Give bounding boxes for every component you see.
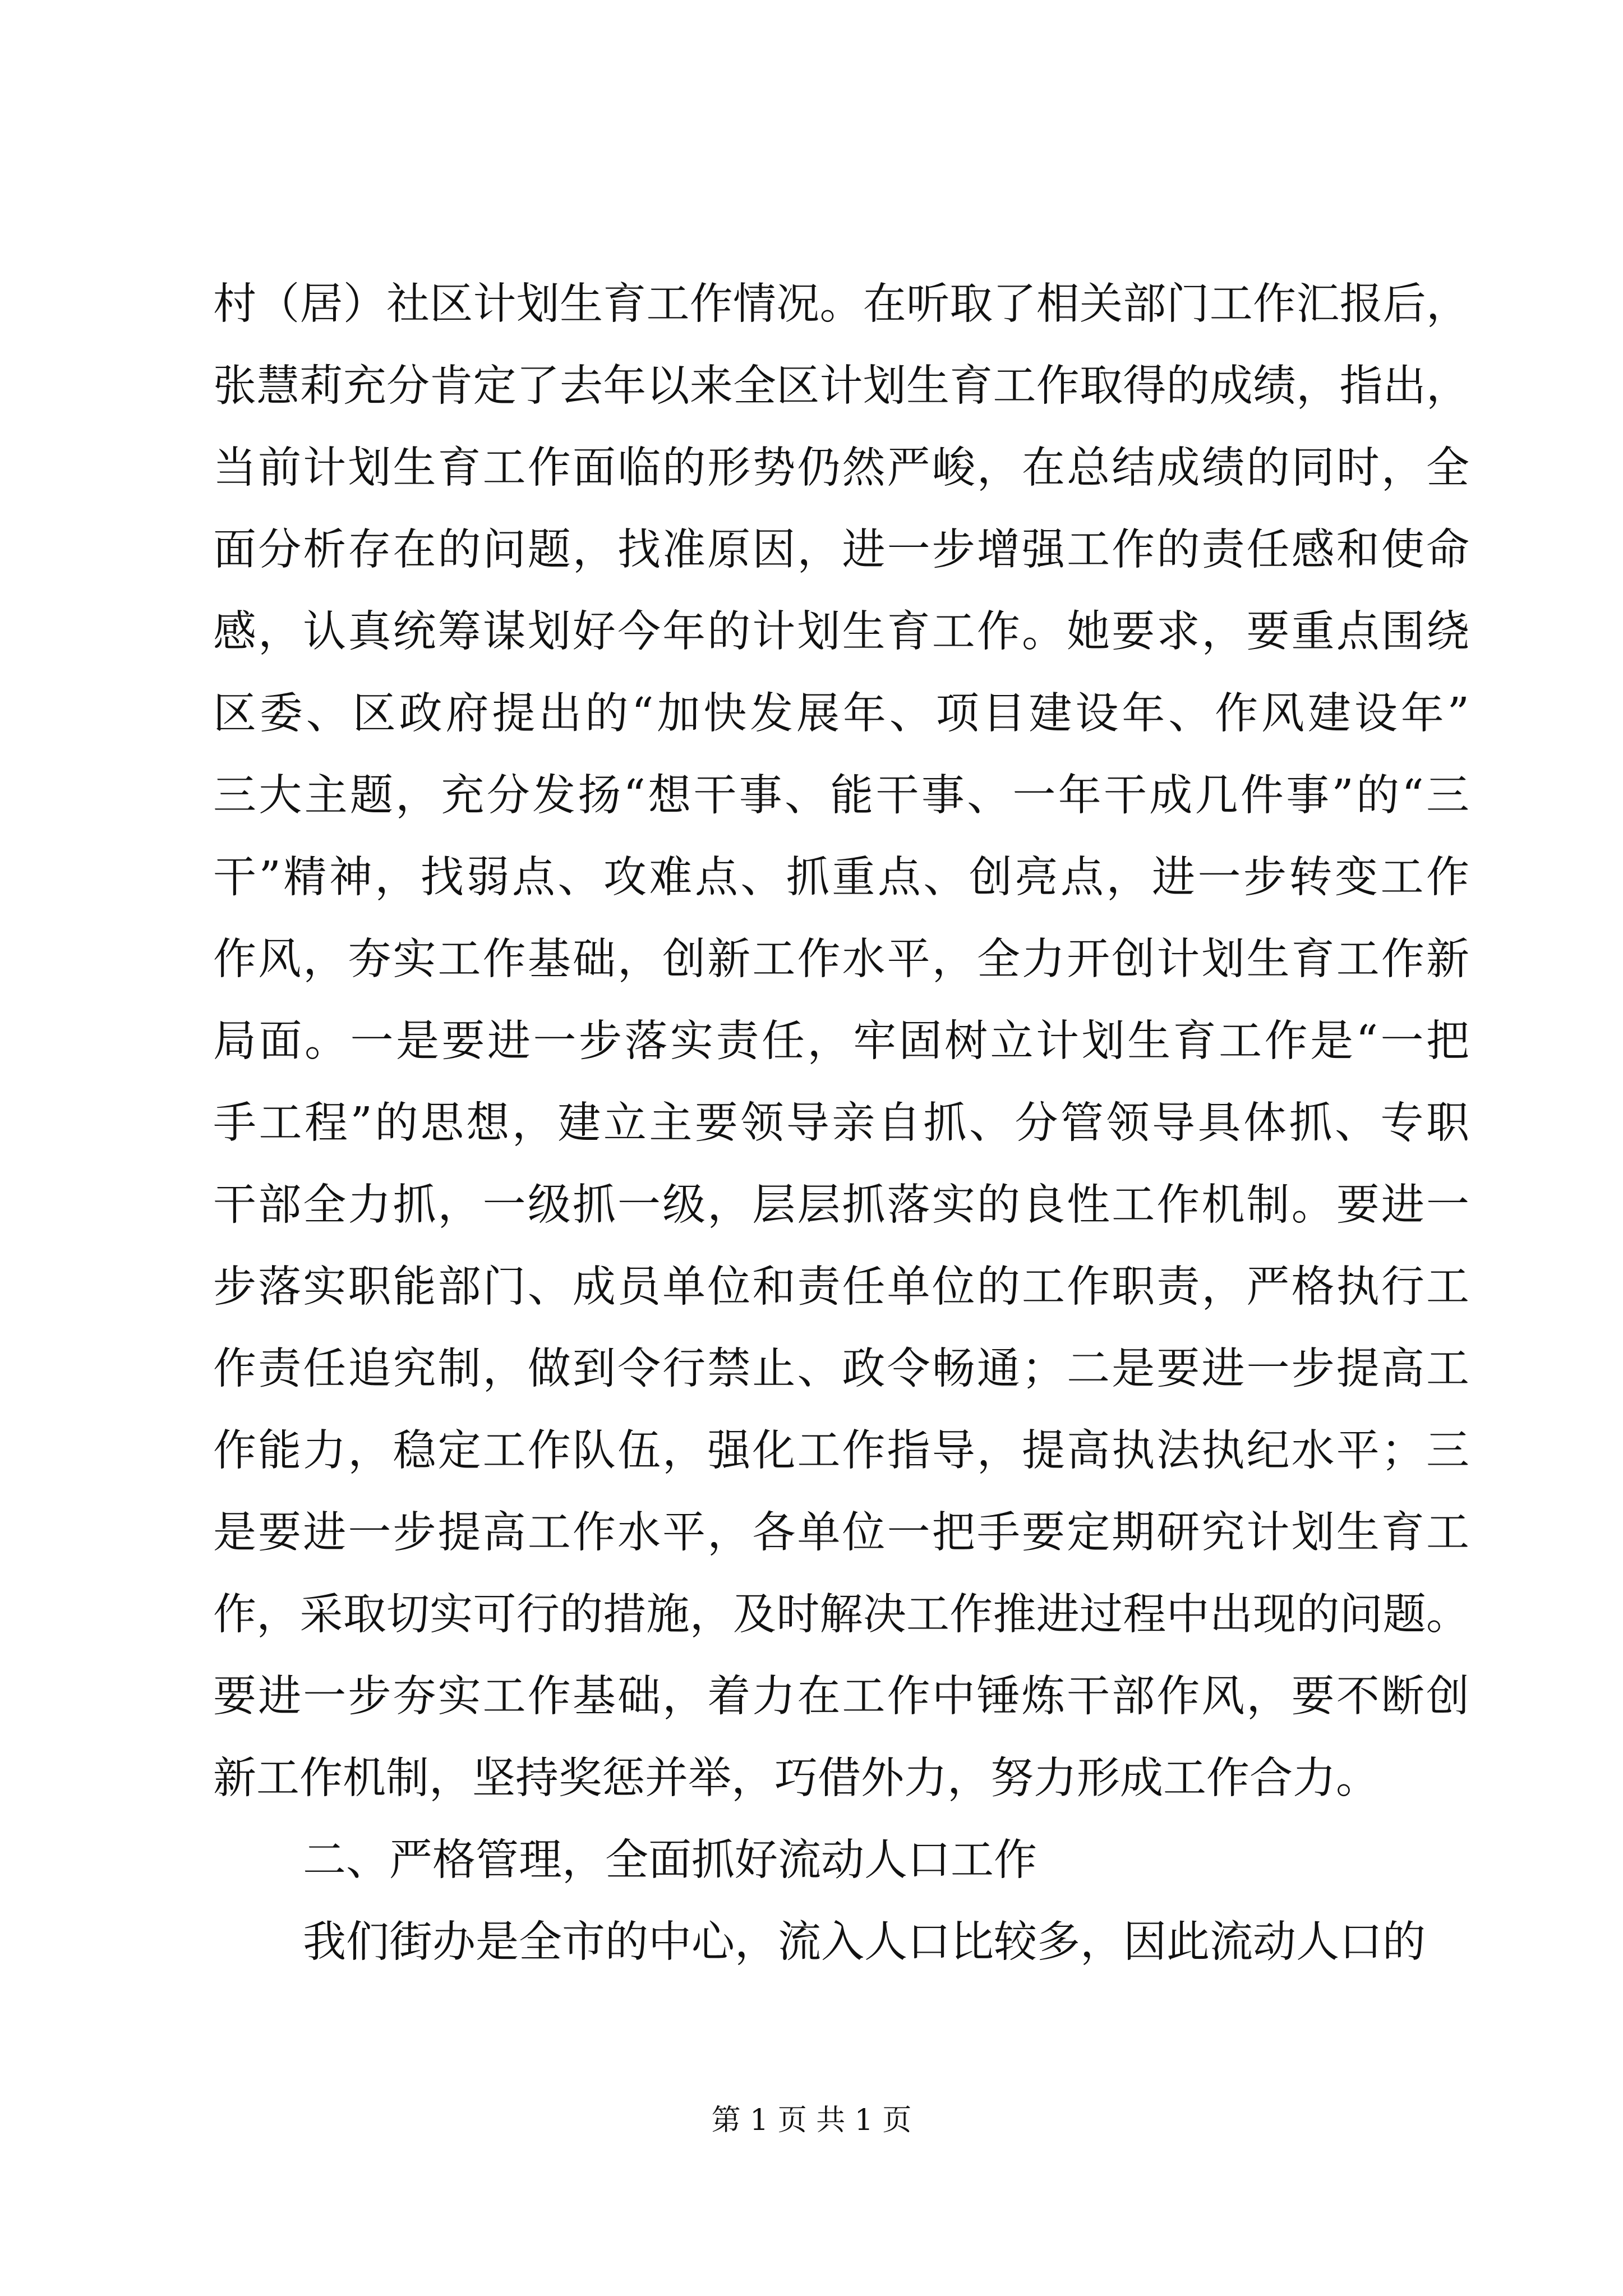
text-line: 我们街办是全市的中心，流入人口比较多，因此流动人口的 xyxy=(303,1917,1426,1967)
text-line: 感，认真统筹谋划好今年的计划生育工作。她要求，要重点围绕 xyxy=(213,607,1469,657)
text-line: 局面。一是要进一步落实责任，牢固树立计划生育工作是“一把 xyxy=(213,1016,1469,1066)
text-line: 作风，夯实工作基础，创新工作水平，全力开创计划生育工作新 xyxy=(213,935,1469,984)
text-line: 作责任追究制，做到令行禁止、政令畅通；二是要进一步提高工 xyxy=(213,1344,1469,1394)
text-line: 当前计划生育工作面临的形势仍然严峻，在总结成绩的同时，全 xyxy=(213,443,1469,493)
text-line: 作能力，稳定工作队伍，强化工作指导，提高执法执纪水平；三 xyxy=(213,1426,1469,1476)
text-line: 要进一步夯实工作基础，着力在工作中锤炼干部作风，要不断创 xyxy=(213,1672,1469,1722)
text-line: 三大主题，充分发扬“想干事、能干事、一年干成几件事”的“三 xyxy=(213,771,1469,821)
text-line: 干部全力抓，一级抓一级，层层抓落实的良性工作机制。要进一 xyxy=(213,1180,1469,1230)
text-line: 作，采取切实可行的措施，及时解决工作推进过程中出现的问题。 xyxy=(213,1590,1469,1640)
text-line: 面分析存在的问题，找准原因，进一步增强工作的责任感和使命 xyxy=(213,525,1469,575)
text-line: 张慧莉充分肯定了去年以来全区计划生育工作取得的成绩，指出， xyxy=(213,361,1469,411)
text-line: 步落实职能部门、成员单位和责任单位的工作职责，严格执行工 xyxy=(213,1262,1469,1312)
text-line: 是要进一步提高工作水平，各单位一把手要定期研究计划生育工 xyxy=(213,1508,1469,1558)
text-line: 手工程”的思想，建立主要领导亲自抓、分管领导具体抓、专职 xyxy=(213,1098,1469,1148)
text-line: 村（居）社区计划生育工作情况。在听取了相关部门工作汇报后， xyxy=(213,279,1469,329)
text-line: 干”精神，找弱点、攻难点、抓重点、创亮点，进一步转变工作 xyxy=(213,853,1469,903)
text-line: 区委、区政府提出的“加快发展年、项目建设年、作风建设年” xyxy=(213,689,1469,739)
page-footer: 第 1 页 共 1 页 xyxy=(711,2104,912,2137)
body-text xyxy=(213,264,1469,1984)
text-line: 新工作机制，坚持奖惩并举，巧借外力，努力形成工作合力。 xyxy=(213,1754,1379,1803)
section-heading: 二、严格管理，全面抓好流动人口工作 xyxy=(303,1835,1037,1885)
